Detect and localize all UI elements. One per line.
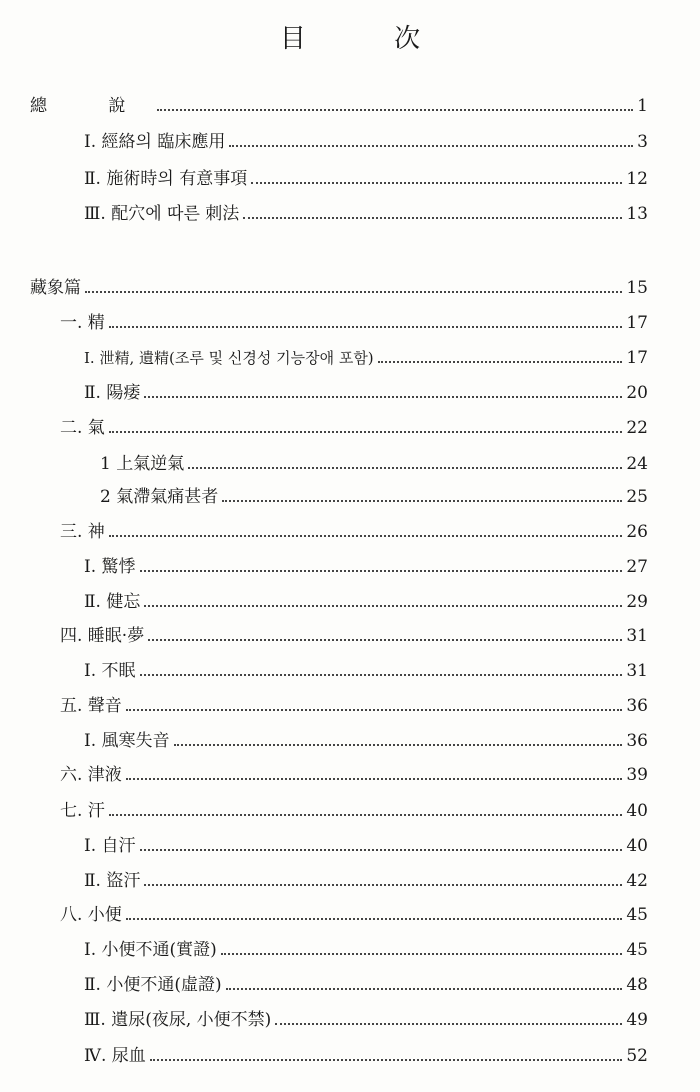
toc-label: Ⅱ. 健忘 (84, 592, 141, 612)
toc-entry[interactable] (100, 484, 648, 510)
toc-label: 2 氣滯氣痛甚者 (100, 487, 219, 507)
leader-dots (275, 1023, 622, 1025)
toc-label: Ⅲ. 配穴에 따른 刺法 (84, 204, 240, 224)
toc-page-number: 17 (626, 348, 648, 368)
leader-dots (251, 182, 622, 184)
toc-entry[interactable] (60, 310, 648, 336)
leader-dots (85, 291, 622, 293)
toc-entry[interactable] (30, 93, 648, 119)
leader-dots (109, 814, 623, 816)
toc-label: Ⅰ. 不眠 (84, 661, 136, 681)
toc-page-number: 36 (626, 731, 648, 751)
toc-entry[interactable] (84, 868, 648, 894)
leader-dots (140, 570, 623, 572)
toc-entry[interactable] (84, 937, 648, 963)
toc-page-number: 45 (626, 940, 648, 960)
toc-label: Ⅰ. 泄精, 遺精(조루 및 신경성 기능장애 포함) (84, 349, 374, 367)
toc-label: Ⅰ. 經絡의 臨床應用 (84, 132, 226, 152)
toc-page-number: 40 (626, 836, 648, 856)
leader-dots (144, 605, 622, 607)
toc-label: 1 上氣逆氣 (100, 454, 185, 474)
toc-label: 七. 汗 (60, 801, 105, 821)
leader-dots (144, 884, 622, 886)
toc-label: Ⅰ. 自汗 (84, 836, 136, 856)
toc-page-number: 39 (626, 765, 648, 785)
toc-page-number: 27 (626, 557, 648, 577)
toc-page-number: 52 (626, 1046, 648, 1066)
toc-entry[interactable] (84, 166, 648, 192)
toc-entry[interactable] (60, 798, 648, 824)
toc-label: Ⅰ. 風寒失音 (84, 731, 170, 751)
toc-page-number: 3 (637, 132, 648, 152)
toc-entry[interactable] (84, 201, 648, 227)
toc-label: 二. 氣 (60, 418, 105, 438)
toc-page-number: 29 (626, 592, 648, 612)
toc-entry[interactable] (84, 554, 648, 580)
toc-entry[interactable] (84, 129, 648, 155)
leader-dots (126, 778, 623, 780)
toc-page-number: 49 (626, 1010, 648, 1030)
toc-page-number: 15 (626, 278, 648, 298)
toc-label: Ⅱ. 陽痿 (84, 383, 141, 403)
toc-label: 五. 聲音 (60, 696, 122, 716)
toc-label: Ⅱ. 施術時의 有意事項 (84, 169, 248, 189)
toc-page-number: 26 (626, 522, 648, 542)
toc-page-number: 24 (626, 454, 648, 474)
toc-entry[interactable] (84, 658, 648, 684)
leader-dots (150, 1059, 623, 1061)
toc-page-number: 42 (626, 871, 648, 891)
toc-page-number: 31 (626, 626, 648, 646)
toc-label: 六. 津液 (60, 765, 122, 785)
page-title: 目 次 (279, 24, 461, 54)
toc-label: 一. 精 (60, 313, 105, 333)
toc-entry[interactable] (84, 972, 648, 998)
toc-page-number: 17 (626, 313, 648, 333)
toc-label: Ⅲ. 遺尿(夜尿, 小便不禁) (84, 1010, 272, 1030)
toc-label: 藏象篇 (30, 278, 81, 298)
leader-dots (221, 953, 623, 955)
toc-page-number: 13 (626, 204, 648, 224)
toc-entry[interactable] (84, 728, 648, 754)
leader-dots (148, 639, 622, 641)
toc-entry[interactable] (84, 380, 648, 406)
toc-entry[interactable] (60, 623, 648, 649)
toc-label: Ⅱ. 盜汗 (84, 871, 141, 891)
leader-dots (126, 709, 623, 711)
toc-entry[interactable] (84, 1007, 648, 1033)
leader-dots (229, 145, 633, 147)
toc-entry[interactable] (100, 451, 648, 477)
leader-dots (222, 500, 622, 502)
leader-dots (109, 431, 623, 433)
leader-dots (126, 918, 623, 920)
toc-entry[interactable] (60, 902, 648, 928)
toc-label: 總 說 (30, 96, 154, 116)
toc-page-number: 22 (626, 418, 648, 438)
toc-label: Ⅰ. 小便不通(實證) (84, 940, 217, 960)
toc-page-number: 45 (626, 905, 648, 925)
toc-entry[interactable] (84, 345, 648, 371)
toc-page-number: 1 (637, 96, 648, 116)
toc-entry[interactable] (84, 1043, 648, 1069)
toc-label: 八. 小便 (60, 905, 122, 925)
leader-dots (226, 988, 623, 990)
leader-dots (140, 849, 623, 851)
toc-page-number: 40 (626, 801, 648, 821)
toc-label: Ⅰ. 驚悸 (84, 557, 136, 577)
toc-label: 三. 神 (60, 522, 105, 542)
toc-page-number: 36 (626, 696, 648, 716)
toc-label: 四. 睡眠·夢 (60, 626, 145, 646)
toc-page-number: 12 (626, 169, 648, 189)
toc-entry[interactable] (84, 833, 648, 859)
toc-entry[interactable] (60, 519, 648, 545)
toc-entry[interactable] (84, 589, 648, 615)
toc-label: Ⅱ. 小便不通(虛證) (84, 975, 222, 995)
toc-entry[interactable] (60, 693, 648, 719)
toc-page-number: 48 (626, 975, 648, 995)
toc-page-number: 20 (626, 383, 648, 403)
toc-page-number: 31 (626, 661, 648, 681)
toc-entry[interactable] (60, 415, 648, 441)
leader-dots (157, 109, 633, 111)
leader-dots (174, 744, 623, 746)
leader-dots (140, 674, 623, 676)
toc-entry[interactable] (30, 275, 648, 301)
toc-page-number: 25 (626, 487, 648, 507)
toc-entry[interactable] (60, 762, 648, 788)
leader-dots (243, 217, 622, 219)
leader-dots (109, 535, 623, 537)
leader-dots (188, 467, 622, 469)
leader-dots (144, 396, 622, 398)
leader-dots (109, 326, 623, 328)
toc-label: Ⅳ. 尿血 (84, 1046, 146, 1066)
leader-dots (378, 361, 623, 363)
